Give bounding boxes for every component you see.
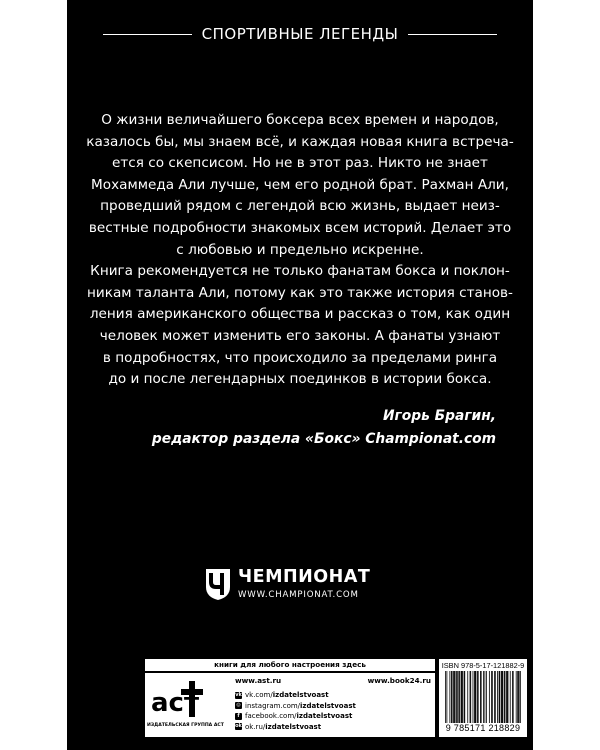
barcode-bar [457,671,458,723]
barcode-bar [470,671,471,723]
barcode-bar [453,671,454,723]
blurb-line: проведший рядом с легендой всю жизнь, выдает неиз- [100,198,500,215]
blurb-line: в подробностях, что происходило за пределами ринга [102,349,498,366]
barcode-bar [499,671,500,723]
barcode-bar [464,671,465,723]
barcode-bar [462,671,463,723]
barcode-bar [517,671,518,723]
barcode-bar [504,671,505,723]
barcode-bar [458,671,459,723]
barcode-bar [477,671,478,723]
barcode-bar [476,671,477,723]
barcode-bar [473,671,474,723]
barcode-bar [502,671,503,723]
barcode-bar [519,671,520,723]
barcode-bar [459,671,460,723]
championat-shield-icon [204,567,232,601]
barcode-bar [497,671,498,723]
site-link-book24[interactable]: www.book24.ru [367,676,431,685]
barcode-bar [502,671,503,723]
barcode-bar [470,671,471,723]
social-handle: izdatelstvoast [300,701,356,710]
social-prefix: vk.com/ [245,691,273,700]
blurb-line: до и после легендарных поединков в истории бокса. [108,371,492,388]
book-back-cover [67,0,533,750]
barcode-bar [516,671,517,723]
isbn-barcode-box [439,659,527,737]
barcode-bar [478,671,479,723]
barcode-bar [474,671,475,723]
social-link-facebook[interactable] [235,711,356,722]
social-link-instagram[interactable] [235,701,356,712]
barcode-bar [455,671,456,723]
barcode-bar [446,671,447,723]
barcode-bar [494,671,495,723]
social-handle: izdatelstvoast [296,712,353,721]
barcode-bar [461,671,462,723]
social-links [235,690,356,732]
barcode-bar [505,671,506,723]
barcode-bar [520,671,521,723]
barcode-bar [481,671,482,723]
barcode-bar [456,671,457,723]
blurb-line: человек может изменить его законы. А фанаты узнают [99,327,501,344]
publisher-tagline: книги для любого настроения здесь [145,659,435,671]
blurb-line: казалось бы, мы знаем всё, и каждая новая книга встреча- [86,133,514,150]
barcode-bar [512,671,513,723]
blurb-line: Книга рекомендуется не только фанатам бокса и поклон- [90,263,510,280]
barcode-bar [445,671,446,723]
isbn-digits: 9 785171 218829 [445,723,521,733]
series-header [103,22,497,46]
instagram-icon: ◎ [236,702,241,709]
ast-logo-text: аст [151,688,200,718]
publisher-name: ИЗДАТЕЛЬСКАЯ ГРУППА АСТ [147,723,224,728]
isbn-label: ISBN 978-5-17-121882-9 [441,661,525,670]
barcode-bar [499,671,500,723]
ast-logo-icon [149,679,211,719]
divider-left [103,34,192,35]
barcode-bar [475,671,476,723]
blurb-text [77,110,523,391]
social-prefix: instagram.com/ [245,701,301,710]
social-link-odnoklassniki[interactable] [235,722,356,733]
divider-right [408,34,497,35]
blurb-line: с любовью и предельно искренне. [176,241,424,258]
barcode-bar [507,671,508,723]
blurb-line: ется со скепсисом. Но не в этот раз. Никто не знает [112,155,488,172]
barcode-bar [483,671,484,723]
social-handle: izdatelstvoast [272,691,329,700]
barcode-bar [491,671,492,723]
barcode-bar [501,671,502,723]
barcode-bar [480,671,481,723]
barcode-bar [467,671,468,723]
barcode-bar [489,671,490,723]
reviewer-name: Игорь Брагин, [383,408,496,424]
series-title: СПОРТИВНЫЕ ЛЕГЕНДЫ [201,25,399,43]
barcode-bar [484,671,485,723]
championat-brand: ЧЕМПИОНАТ [238,567,371,587]
barcode-icon [445,671,521,723]
championat-site: WWW.CHAMPIONAT.COM [238,590,359,600]
barcode-bar [451,671,452,723]
barcode-bar [495,671,496,723]
blurb-line: никам таланта Али, потому как это также история станов- [87,284,513,301]
blurb-line: вестные подробности знакомых всем историй. Делает это [88,219,512,236]
social-handle: izdatelstvoast [265,722,322,731]
blurb-line: ления американского общества и рассказ о том, как один [89,306,511,323]
publisher-sites [235,676,431,685]
barcode-bar [506,671,507,723]
review-signature [152,405,496,451]
blurb-line: Мохаммеда Али лучше, чем его родной брат. Рахман Али, [91,176,509,193]
site-link-ast[interactable]: www.ast.ru [235,676,282,685]
barcode-bar [513,671,514,723]
social-prefix: facebook.com/ [245,712,297,721]
barcode-bar [510,671,511,723]
social-link-vk[interactable] [235,690,356,701]
barcode-bar [461,671,462,723]
reviewer-role: редактор раздела «Бокс» Championat.com [151,431,496,447]
facebook-icon: f [235,713,242,720]
barcode-bar [464,671,465,723]
barcode-bar [492,671,493,723]
publisher-info-panel [145,673,435,737]
barcode-bar [486,671,487,723]
vk-icon: vk [235,691,242,698]
barcode-bar [454,671,455,723]
barcode-bar [449,671,450,723]
championat-logo [204,567,404,605]
barcode-bar [452,671,453,723]
barcode-bar [508,671,509,723]
odnoklassniki-icon: ok [235,723,242,730]
blurb-line: О жизни величайшего боксера всех времен и народов, [101,112,499,128]
social-prefix: ok.ru/ [245,722,266,731]
barcode-bar [518,671,519,723]
